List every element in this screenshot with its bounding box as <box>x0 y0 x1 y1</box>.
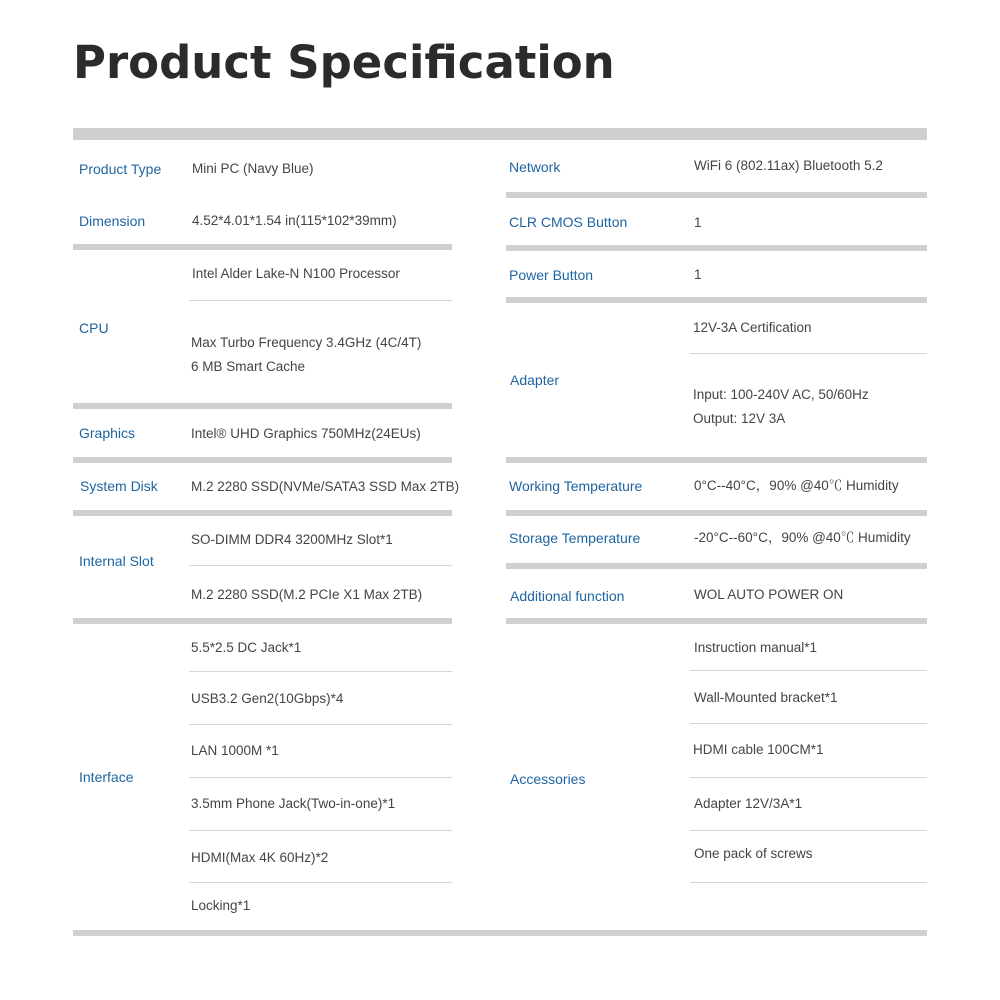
interface-item: 3.5mm Phone Jack(Two-in-one)*1 <box>191 796 396 811</box>
internal-slot-item: SO-DIMM DDR4 3200MHz Slot*1 <box>191 532 393 547</box>
interface-item: USB3.2 Gen2(10Gbps)*4 <box>191 691 344 706</box>
accessories-label: Accessories <box>510 771 586 787</box>
storage-temperature-value: -20°C--60°C，90% @40℃ Humidity <box>694 530 911 545</box>
row-divider <box>73 510 452 516</box>
top-divider <box>73 128 927 140</box>
accessories-item: Adapter 12V/3A*1 <box>694 796 803 811</box>
additional-function-value: WOL AUTO POWER ON <box>694 587 844 602</box>
dimension-label: Dimension <box>79 213 146 229</box>
row-divider <box>506 245 927 251</box>
bottom-divider <box>73 930 927 936</box>
row-divider <box>73 618 452 624</box>
row-divider <box>506 510 927 516</box>
storage-temperature-label: Storage Temperature <box>509 530 641 546</box>
cell-divider <box>189 777 452 778</box>
row-divider <box>506 618 927 624</box>
accessories-item: Instruction manual*1 <box>694 640 818 655</box>
cell-divider <box>690 777 927 778</box>
power-button-label: Power Button <box>509 267 594 283</box>
cpu-turbo-value: Max Turbo Frequency 3.4GHz (4C/4T) <box>191 335 422 350</box>
adapter-certification: 12V-3A Certification <box>693 320 812 335</box>
product-type-value: Mini PC (Navy Blue) <box>192 161 314 176</box>
system-disk-value: M.2 2280 SSD(NVMe/SATA3 SSD Max 2TB) <box>191 479 460 494</box>
row-divider <box>506 457 927 463</box>
cpu-processor-value: Intel Alder Lake-N N100 Processor <box>192 266 400 281</box>
cell-divider <box>690 723 927 724</box>
cell-divider <box>189 565 452 566</box>
row-divider <box>73 457 452 463</box>
cell-divider <box>690 353 927 354</box>
internal-slot-item: M.2 2280 SSD(M.2 PCIe X1 Max 2TB) <box>191 587 423 602</box>
additional-function-label: Additional function <box>510 588 625 604</box>
cpu-label: CPU <box>79 320 109 336</box>
page-title: Product Specification <box>73 36 615 89</box>
row-divider <box>73 403 452 409</box>
system-disk-label: System Disk <box>80 478 158 494</box>
cell-divider <box>189 830 452 831</box>
adapter-output: Output: 12V 3A <box>693 411 786 426</box>
product-type-label: Product Type <box>79 161 162 177</box>
graphics-label: Graphics <box>79 425 136 441</box>
dimension-value: 4.52*4.01*1.54 in(115*102*39mm) <box>192 213 397 228</box>
working-temperature-label: Working Temperature <box>509 478 643 494</box>
interface-item: 5.5*2.5 DC Jack*1 <box>191 640 302 655</box>
interface-item: Locking*1 <box>191 898 251 913</box>
network-label: Network <box>509 159 561 175</box>
accessories-item: One pack of screws <box>694 846 813 861</box>
network-value: WiFi 6 (802.11ax) Bluetooth 5.2 <box>694 158 883 173</box>
clr-cmos-label: CLR CMOS Button <box>509 214 628 230</box>
working-temperature-value: 0°C--40°C，90% @40℃ Humidity <box>694 478 899 493</box>
cell-divider <box>690 830 927 831</box>
cell-divider <box>189 882 452 883</box>
cell-divider <box>690 670 927 671</box>
adapter-input: Input: 100-240V AC, 50/60Hz <box>693 387 869 402</box>
row-divider <box>506 192 927 198</box>
adapter-label: Adapter <box>510 372 560 388</box>
row-divider <box>506 563 927 569</box>
interface-item: LAN 1000M *1 <box>191 743 279 758</box>
row-divider <box>73 244 452 250</box>
cpu-cache-value: 6 MB Smart Cache <box>191 359 306 374</box>
graphics-value: Intel® UHD Graphics 750MHz(24EUs) <box>191 426 421 441</box>
row-divider <box>506 297 927 303</box>
interface-label: Interface <box>79 769 134 785</box>
cell-divider <box>189 300 452 301</box>
clr-cmos-value: 1 <box>694 215 702 230</box>
accessories-item: HDMI cable 100CM*1 <box>693 742 824 757</box>
cell-divider <box>189 724 452 725</box>
power-button-value: 1 <box>694 267 702 282</box>
cell-divider <box>690 882 927 883</box>
interface-item: HDMI(Max 4K 60Hz)*2 <box>191 850 329 865</box>
cell-divider <box>189 671 452 672</box>
internal-slot-label: Internal Slot <box>79 553 154 569</box>
accessories-item: Wall-Mounted bracket*1 <box>694 690 838 705</box>
